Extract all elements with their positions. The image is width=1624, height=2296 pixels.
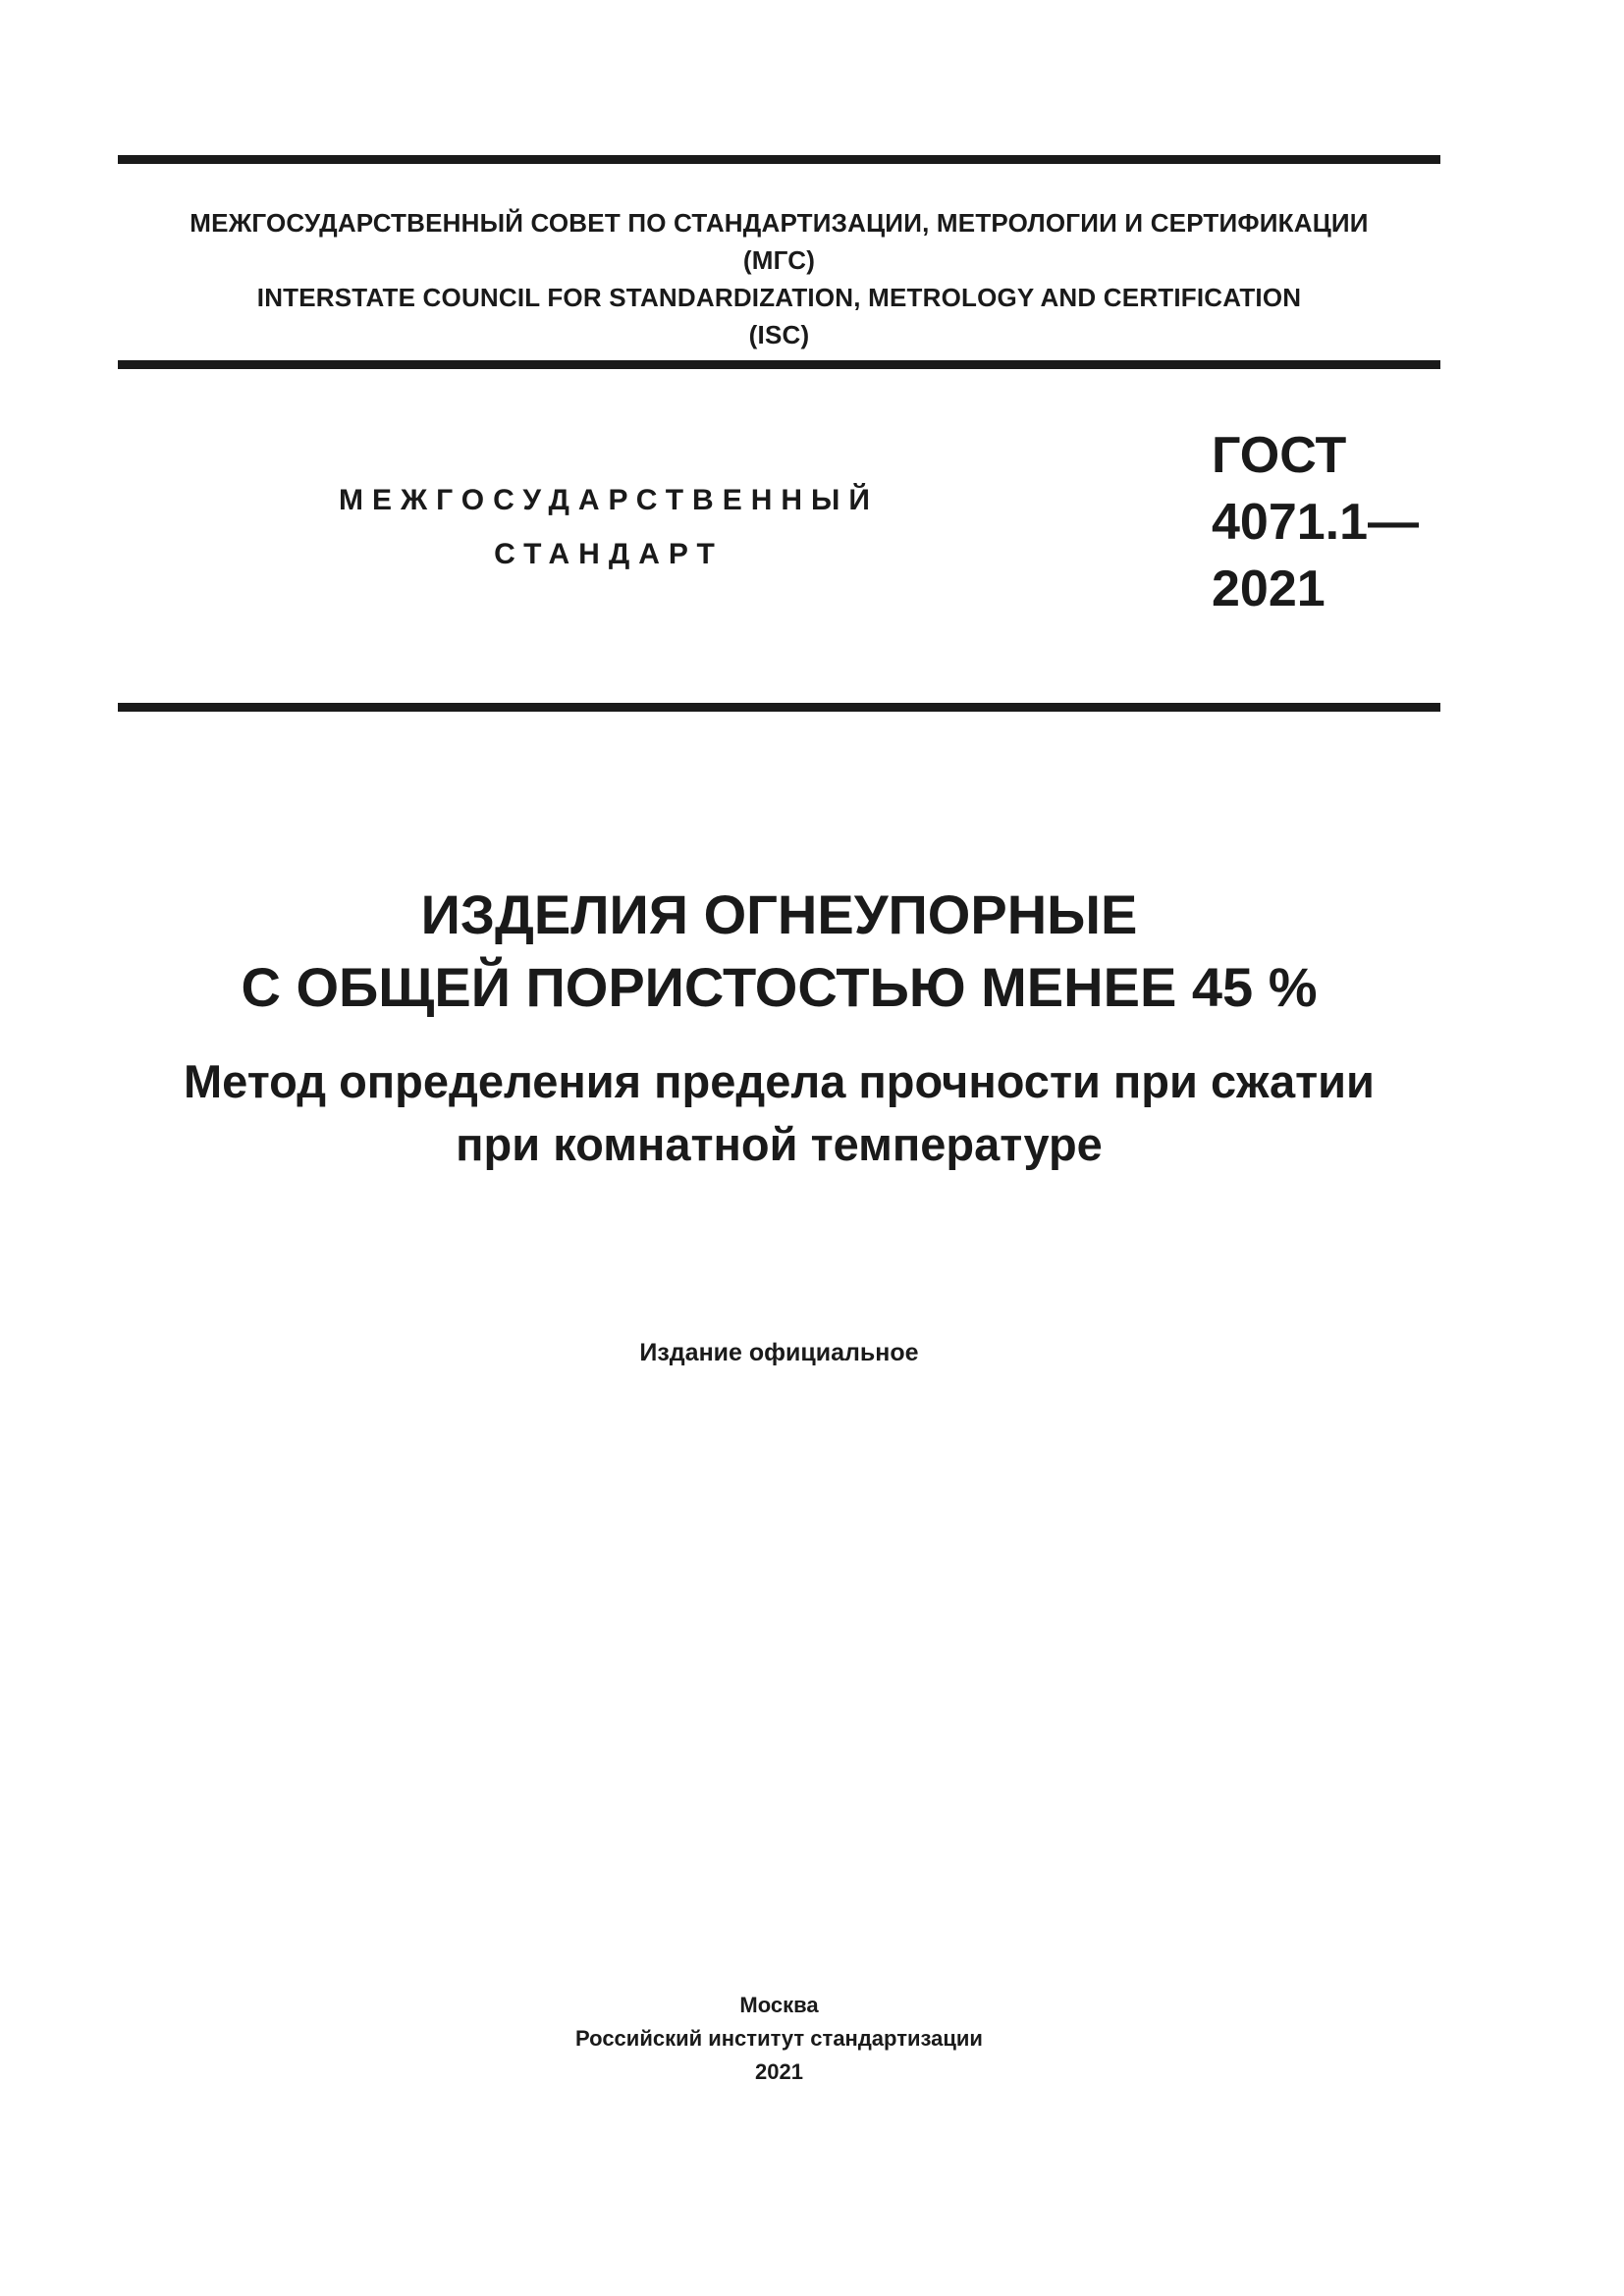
council-header	[118, 204, 1440, 353]
publisher-info	[118, 1989, 1440, 2089]
header-rule	[118, 360, 1440, 369]
publisher-city: Москва	[739, 1993, 819, 2017]
designation-year: 2021	[1212, 561, 1326, 617]
council-abbr-en: (ISC)	[748, 320, 810, 349]
standard-type-line-2: СТАНДАРТ	[494, 538, 724, 570]
council-name-ru: МЕЖГОСУДАРСТВЕННЫЙ СОВЕТ ПО СТАНДАРТИЗАЦИИ, МЕТРОЛОГИИ И СЕРТИФИКАЦИИ	[189, 208, 1369, 238]
subtitle-line-2: при комнатной температуре	[456, 1118, 1103, 1170]
publisher-institute: Российский институт стандартизации	[575, 2026, 983, 2051]
standard-designation	[1212, 422, 1419, 622]
designation-number: 4071.1—	[1212, 494, 1420, 551]
subtitle-line-1: Метод определения предела прочности при сжатии	[184, 1055, 1375, 1107]
document-title	[118, 879, 1440, 1024]
edition-label: Издание официальное	[639, 1339, 919, 1366]
standard-type	[295, 473, 923, 581]
title-line-1: ИЗДЕЛИЯ ОГНЕУПОРНЫЕ	[420, 883, 1138, 945]
designation-prefix: ГОСТ	[1212, 427, 1347, 484]
designation-rule	[118, 703, 1440, 712]
council-name-en: INTERSTATE COUNCIL FOR STANDARDIZATION, METROLOGY AND CERTIFICATION	[256, 283, 1302, 312]
standard-type-line-1: МЕЖГОСУДАРСТВЕННЫЙ	[339, 484, 879, 516]
document-subtitle	[118, 1050, 1440, 1176]
top-rule	[118, 155, 1440, 164]
publisher-year: 2021	[755, 2059, 803, 2084]
title-line-2: С ОБЩЕЙ ПОРИСТОСТЬЮ МЕНЕЕ 45 %	[241, 956, 1318, 1018]
council-abbr-ru: (МГС)	[742, 245, 816, 275]
